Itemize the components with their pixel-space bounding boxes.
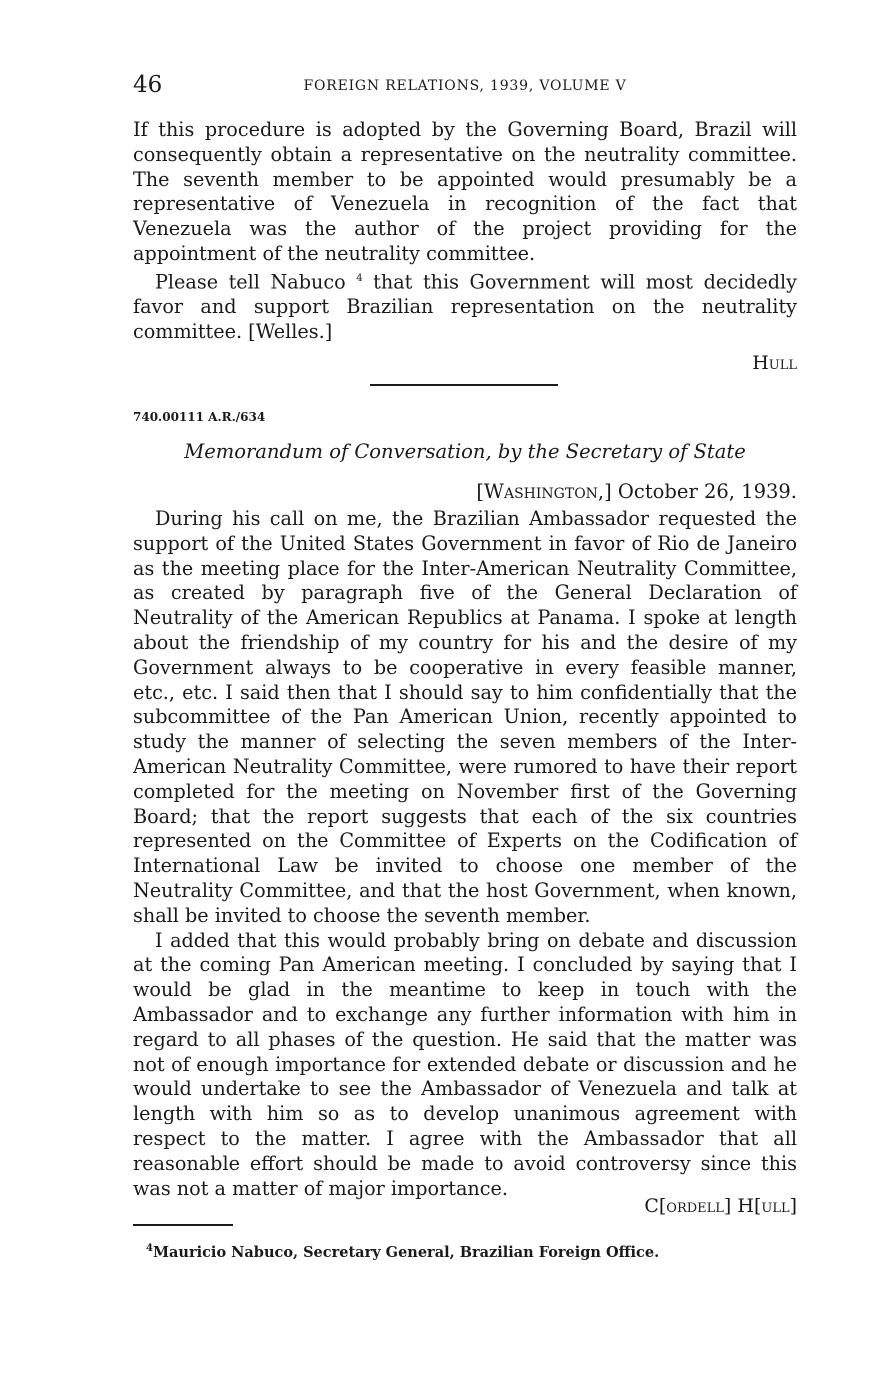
footnote-reference: 4 [356, 272, 363, 284]
footnote-rule [133, 1224, 233, 1226]
letter-paragraph-1: If this procedure is adopted by the Governing Board, Brazil will consequently obtain a representative on the neutrality committee. The seventh member to be appointed would presumably be a representative of Venezuela in recognition of the fact that Venezuela was the author of the project providing for the appointment of the neutrality committee. [133, 118, 797, 265]
section-divider [370, 384, 558, 386]
memo-paragraph-2: I added that this would probably bring on debate and discussion at the coming Pan American meeting. I concluded by saying that I would be glad in the meantime to keep in touch with the Ambassador and to exchange any further information with him in regard to all phases of the question. He said that the matter was not of enough importance for extended debate or discussion and he would undertake to see the Ambassador of Venezuela and talk at length with him so as to develop unanimous agreement with respect to the matter. I agree with the Ambassador that all reasonable effort should be made to avoid controversy since this was not a matter of major importance. [133, 928, 797, 1200]
footnote-marker: 4 [146, 1243, 153, 1254]
memo-paragraph-1: During his call on me, the Brazilian Ambassador requested the support of the United States Government in favor of Rio de Janeiro as the meeting place for the Inter-American Neutrality Committee, as created by paragraph five of the General Declaration of Neutrality of the American Republics at Panama. I spoke at length about the friendship of my country for his and the desire of my Government always to be cooperative in every feasible manner, etc., etc. I said then that I should say to him confidentially that the subcommittee of the Pan American Union, recently appointed to study the manner of selecting the seven members of the Inter-American Neutrality Committee, were rumored to have their report completed for the meeting on November first of the Governing Board; that the report suggests that each of the six countries represented on the Committee of Experts on the Codification of International Law be invited to choose one member of the Neutrality Committee, and that the host Government, when known, shall be invited to choose the seventh member. [133, 507, 797, 927]
memo-body [133, 507, 797, 1201]
page-number: 46 [133, 72, 163, 98]
file-number: 740.00111 A.R./634 [133, 410, 266, 424]
letter-paragraph-2: Please tell Nabuco $^4$ that this Government will most decidedly favor and support Brazilian representation on the neutrality committee. [Welles.] [133, 270, 797, 343]
footnote-text: Mauricio Nabuco, Secretary General, Brazilian Foreign Office. [152, 1243, 660, 1261]
dateline: [Washington,] October 26, 1939. [476, 480, 797, 503]
footnote [146, 1243, 659, 1261]
letter-signature: Hull [752, 352, 797, 374]
page-header [133, 72, 797, 102]
letter-body [133, 118, 797, 345]
document-title: Memorandum of Conversation, by the Secretary of State [184, 440, 746, 463]
running-head: FOREIGN RELATIONS, 1939, VOLUME V [303, 78, 627, 94]
memo-signature: C[ordell] H[ull] [644, 1195, 797, 1217]
